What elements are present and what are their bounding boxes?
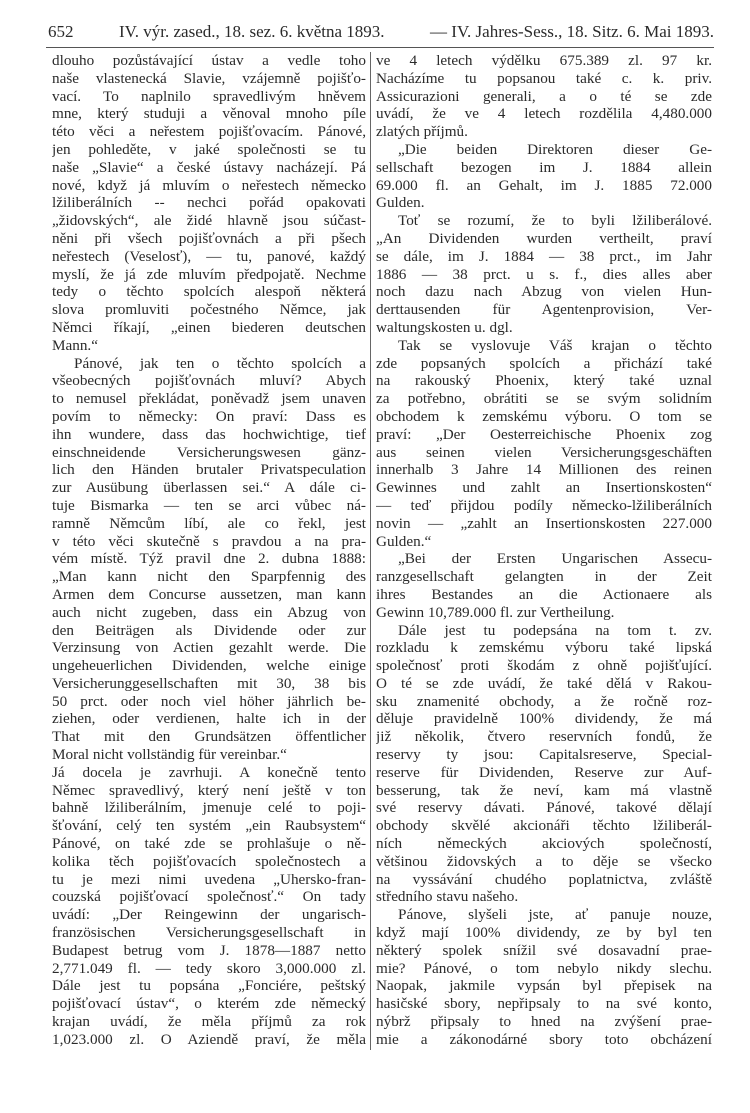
text-line: jen pohleděte, v jaké společnosti se tu	[52, 140, 366, 158]
text-line: Pánové, on také zde se prohlašuje o ně-	[52, 835, 366, 853]
text-line: Moral nicht vollständig für vereinbar.“	[52, 746, 287, 764]
text-line: reserve für Dividenden, Reserve zur Auf-	[376, 763, 712, 781]
text-line: Versicherunggesellschaften mit 30, 38 bis	[52, 674, 366, 692]
header-rule	[46, 47, 714, 48]
text-line: Naopak, jakmile vypsán byl přepisek na	[376, 977, 712, 995]
text-line: 2,771.049 fl. — tedy skoro 3,000.000 zl.	[52, 959, 366, 977]
text-line: waltungskosten u. dgl.	[376, 318, 513, 336]
text-line: některý spolek snížil své dosavadní prae-	[376, 941, 712, 959]
text-line: většinou židovských a to děje se všecko	[376, 852, 712, 870]
text-line: sellschaft bezogen im J. 1884 allein	[376, 158, 712, 176]
text-line: Mann.“	[52, 336, 98, 354]
text-line: vém místě. Týž pravil dne 2. dubna 1888:	[52, 550, 366, 568]
text-line: společnosť proti škodám z ohně pojišťující.	[376, 657, 712, 675]
text-line: „Die beiden Direktoren dieser Ge-	[398, 140, 712, 158]
running-header	[48, 22, 714, 46]
text-line: středního stavu našeho.	[376, 888, 519, 906]
text-line: That mit den Grundsätzen öffentlicher	[52, 728, 366, 746]
text-line: Tak se vyslovuje Váš krajan o těchto	[398, 336, 712, 354]
text-line: naše vlastenecká Slavie, vzájemně pojišťo-	[52, 69, 366, 87]
text-line: Gewinn 10,789.000 fl. zur Vertheilung.	[376, 603, 615, 621]
text-line: 69.000 fl. an Gehalt, im J. 1885 72.000	[376, 176, 712, 194]
text-line: Assicurazioni generali, a o té se zde	[376, 87, 712, 105]
text-line: děluje pravidelně 100% dividendy, že má	[376, 710, 712, 728]
text-line: mie? Pánové, o tom nebylo nikdy slechu.	[376, 959, 712, 977]
text-line: derttausenden für Agentenprovision, Ver-	[376, 301, 712, 319]
text-line: „An Dividenden wurden vertheilt, praví	[376, 229, 712, 247]
text-line: se dále, im J. 1884 — 38 prct., im Jahr	[376, 247, 712, 265]
left-column	[52, 52, 366, 1049]
text-line: Pánové, jak ten o těchto spolcích a	[74, 354, 366, 372]
text-line: na rakouský Phoenix, který také uznal	[376, 372, 712, 390]
text-line: uvádí, že ve 4 letech rozdělila 4,480.000	[376, 105, 712, 123]
text-line: besserung, tak že neví, kam má vlastně	[376, 781, 712, 799]
text-line: praví: „Der Oesterreichische Phoenix zog	[376, 425, 712, 443]
text-line: ve 4 letech výdělku 675.389 zl. 97 kr.	[376, 52, 712, 69]
text-line: ních německých akciových společností,	[376, 835, 712, 853]
text-line: kolika těch pojišťovacích společnostech a	[52, 852, 366, 870]
text-line: své reservy dávati. Pánové, takové dělají	[376, 799, 712, 817]
text-line: Gewinnes und zahlt an Insertionskosten“	[376, 479, 712, 497]
text-line: ranzgesellschaft gelangten in der Zeit	[376, 568, 712, 586]
text-line: hasičské sbory, nepřipsaly to na své konto,	[376, 995, 712, 1013]
text-line: französischen Versicherungsgesellschaft in	[52, 924, 366, 942]
text-line: „židovských“, ale židé hlavně jsou súčast-	[52, 212, 366, 230]
text-line: dlouho pozůstávající ústav a vedle toho	[52, 52, 366, 69]
text-line: myslí, že já zde mluvím předpojatě. Nechme	[52, 265, 366, 283]
text-line: tedy o těchto spolcích alespoň některá	[52, 283, 366, 301]
text-line: Já docela je zavrhuji. A konečně tento	[52, 763, 366, 781]
text-line: tu je mezi nimi uvedena „Uhersko-fran-	[52, 870, 366, 888]
text-line: za potřebno, obrátiti se se svým solidním	[376, 390, 712, 408]
text-line: 1,023.000 zl. O Aziendě praví, že měla	[52, 1030, 366, 1048]
text-line: „Man kann nicht den Sparpfennig des	[52, 568, 366, 586]
text-line: tuje Bismarka — ten se arci vůbec ná-	[52, 496, 366, 514]
text-line: Pánove, slyšeli jste, ať panuje nouze,	[398, 906, 712, 924]
text-line: 1886 — 38 prct. u s. f., dies alles aber	[376, 265, 712, 283]
text-line: uvádí: „Der Reingewinn der ungarisch-	[52, 906, 366, 924]
right-column	[376, 52, 712, 1049]
text-line: zlatých příjmů.	[376, 123, 468, 141]
text-line: reservy ty jsou: Capitalsreserve, Special-	[376, 746, 712, 764]
text-line: ziehen, oder verdienen, halte ich in der	[52, 710, 366, 728]
text-line: noch dazu nach Abzug von vielen Hun-	[376, 283, 712, 301]
text-line: této věci a neřestem pojišťovacím. Pánové,	[52, 123, 366, 141]
text-line: již několik, čtvero reservních fondů, že	[376, 728, 712, 746]
text-line: aus seinen vielen Versicherungsgeschäften	[376, 443, 712, 461]
header-german: — IV. Jahres-Sess., 18. Sitz. 6. Mai 1893.	[430, 22, 714, 41]
text-line: pojišťovací ústav“, o kterém zde německý	[52, 995, 366, 1013]
text-line: ihres Bestandes an die Actionaere als	[376, 585, 712, 603]
text-line: lžiliberálních -- nechci pořád opakovati	[52, 194, 366, 212]
text-line: bahně lžiliberálním, jmenuje celé to poji-	[52, 799, 366, 817]
text-line: lich den Händen brutaler Privatspeculation	[52, 461, 366, 479]
text-line: O té se zde uvádí, že také dělá v Rakou-	[376, 674, 712, 692]
text-line: den Beiträgen als Dividende oder zur	[52, 621, 366, 639]
text-line: slova promluviti počestného Němce, jak	[52, 301, 366, 319]
text-line: něni při všech pojišťovnách a při pšech	[52, 229, 366, 247]
text-line: — teď přijdou podíly německo-lžiliberálních	[376, 496, 712, 514]
text-line: obchodem k zemskému výboru. O tom se	[376, 407, 712, 425]
text-line: Němci říkají, „einen biederen deutschen	[52, 318, 366, 336]
text-line: naše „Slavie“ a české ústavy nacházejí. Pá	[52, 158, 366, 176]
header-czech: IV. výr. zased., 18. sez. 6. května 1893.	[119, 22, 385, 41]
text-line: mie a zákonodárné sbory toto obcházení	[376, 1030, 712, 1048]
text-line: vací. To naplnilo spravedlivým hněvem	[52, 87, 366, 105]
text-line: Toť se rozumí, že to byli lžiliberálové.	[398, 212, 712, 230]
text-line: neřestech (Veselosť), — tu, panové, každý	[52, 247, 366, 265]
text-line: ungeheuerlichen Dividenden, welche einige	[52, 657, 366, 675]
text-line: einschneidende Versicherungswesen gänz-	[52, 443, 366, 461]
text-line: Němec spravedlivý, který není ještě v ton	[52, 781, 366, 799]
text-line: novin — „zahlt an Insertionskosten 227.000	[376, 514, 712, 532]
text-line: šťování, celý ten systém „ein Raubsystem“	[52, 817, 366, 835]
text-line: couzská pojišťovací společnosť.“ On tady	[52, 888, 366, 906]
text-line: krajan uvádí, že měla příjmů za rok	[52, 1013, 366, 1031]
text-line: Dále jest tu popsána „Fonciére, peštský	[52, 977, 366, 995]
text-line: povím to německy: On praví: Dass es	[52, 407, 366, 425]
text-line: „Bei der Ersten Ungarischen Assecu-	[398, 550, 712, 568]
text-line: Nacházíme tu popsanou také c. k. priv.	[376, 69, 712, 87]
page-number: 652	[48, 22, 74, 41]
text-line: Budapest betrug vom J. 1878—1887 netto	[52, 941, 366, 959]
text-line: Gulden.“	[376, 532, 432, 550]
text-line: Gulden.	[376, 194, 425, 212]
text-line: v této věci skutečně s pravdou a na pra-	[52, 532, 366, 550]
text-line: Armen dem Concurse aussetzen, man kann	[52, 585, 366, 603]
column-divider	[370, 52, 371, 1050]
text-line: to nemusel překládat, poněvadž jsem unaven	[52, 390, 366, 408]
text-line: mne, který studuji a věnoval mnoho píle	[52, 105, 366, 123]
text-line: všeobecných pojišťovnách mluví? Abych	[52, 372, 366, 390]
text-line: innerhalb 3 Jahre 14 Millionen des reinen	[376, 461, 712, 479]
text-line: nýbrž připsaly to hned na zvýšení prae-	[376, 1013, 712, 1031]
text-line: zur Ausübung überlassen sei.“ A dále ci-	[52, 479, 366, 497]
text-line: Dále jest tu podepsána na tom t. zv.	[398, 621, 712, 639]
text-line: rozkladu k zemskému výboru také lipská	[376, 639, 712, 657]
text-line: obchody skvělé akcionáři těchto lžiliberál-	[376, 817, 712, 835]
text-line: 50 prct. oder noch viel höher jährlich be-	[52, 692, 366, 710]
text-line: sku znamenité obchody, a že ročně roz-	[376, 692, 712, 710]
text-line: když mají 100% dividendy, ze by byl ten	[376, 924, 712, 942]
text-line: zde popsaných spolcích a přichází také	[376, 354, 712, 372]
text-line: ihn wundere, dass das hochwichtige, tief	[52, 425, 366, 443]
text-line: nové, když já mluvím o neřestech německo	[52, 176, 366, 194]
text-line: ramně Němcům líbí, ale co řekl, jest	[52, 514, 366, 532]
text-line: na vyssávání chudého poplatnictva, zvláště	[376, 870, 712, 888]
text-line: Verzinsung von Actien gezahlt werde. Die	[52, 639, 366, 657]
text-line: auch nicht zugeben, dass ein Abzug von	[52, 603, 366, 621]
